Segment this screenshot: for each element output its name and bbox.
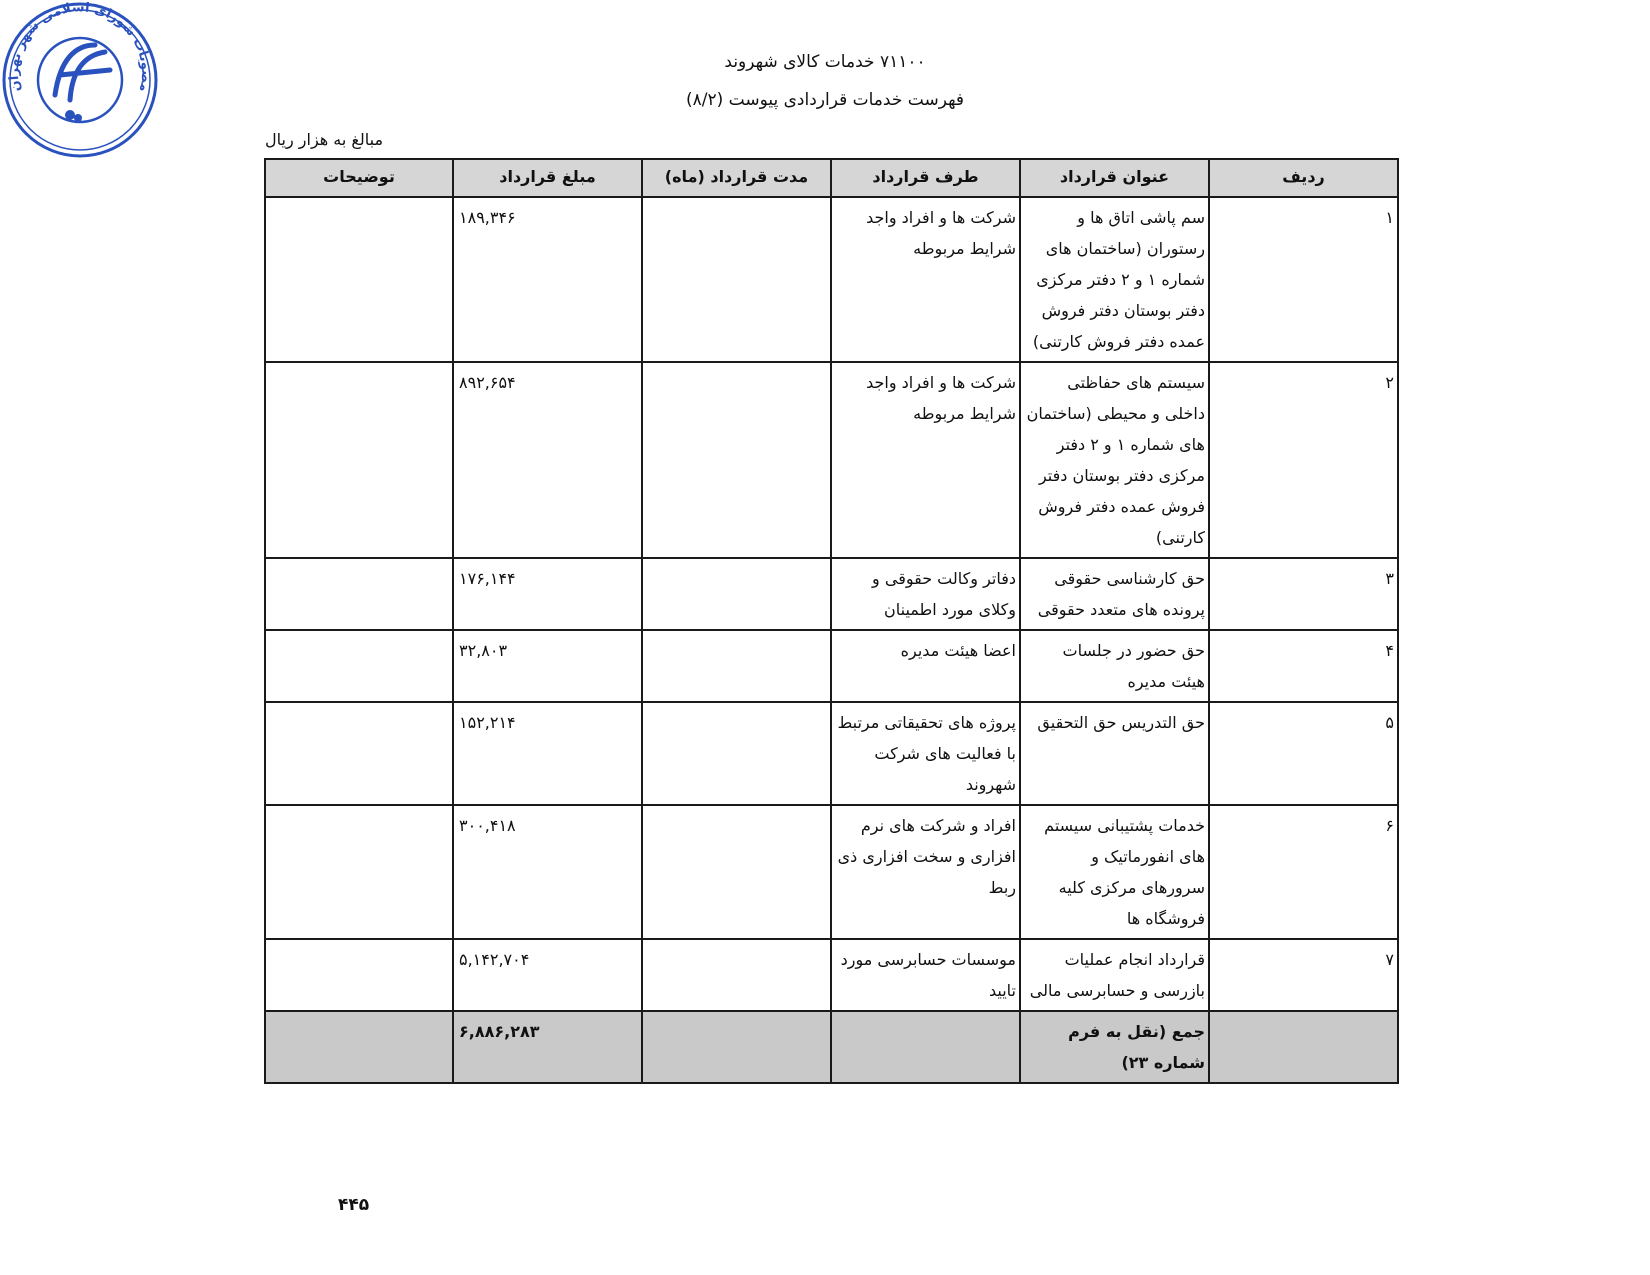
contract-title: حق کارشناسی حقوقی پرونده های متعدد حقوقی (1020, 558, 1209, 630)
contract-title: خدمات پشتیبانی سیستم های انفورماتیک و سرورهای مرکزی کلیه فروشگاه ها (1020, 805, 1209, 939)
contract-party: پروژه های تحقیقاتی مرتبط با فعالیت های شرکت شهروند (831, 702, 1020, 805)
contract-party: شرکت ها و افراد واجد شرایط مربوطه (831, 362, 1020, 558)
total-party (831, 1011, 1020, 1083)
contract-title: حق حضور در جلسات هیئت مدیره (1020, 630, 1209, 702)
contract-duration (642, 558, 831, 630)
contract-amount-cell (453, 197, 642, 362)
header-contract-title: عنوان قرارداد (1020, 159, 1209, 197)
contract-amount-cell (453, 630, 642, 702)
contract-amount: ۳۰۰,۴۱۸ (459, 816, 516, 835)
contract-duration (642, 805, 831, 939)
total-row (265, 1011, 1398, 1083)
contract-amount-cell (453, 558, 642, 630)
row-number: ۷ (1209, 939, 1398, 1011)
contract-duration (642, 702, 831, 805)
header-contract-duration: مدت قرارداد (ماه) (642, 159, 831, 197)
contract-party: موسسات حسابرسی مورد تایید (831, 939, 1020, 1011)
contract-title: حق التدریس حق التحقیق (1020, 702, 1209, 805)
contract-duration (642, 362, 831, 558)
header-notes: توضیحات (265, 159, 453, 197)
contract-notes (265, 197, 453, 362)
total-duration (642, 1011, 831, 1083)
table-row (265, 702, 1398, 805)
row-number: ۲ (1209, 362, 1398, 558)
table-row (265, 939, 1398, 1011)
contract-duration (642, 939, 831, 1011)
contract-amount-cell (453, 362, 642, 558)
contract-title: قرارداد انجام عملیات بازرسی و حسابرسی مالی (1020, 939, 1209, 1011)
contract-title: سیستم های حفاظتی داخلی و محیطی (ساختمان های شماره ۱ و ۲ دفتر مرکزی دفتر بوستان دفتر فروش عمده دفتر فروش کارتنی) (1020, 362, 1209, 558)
document-subtitle: فهرست خدمات قراردادی پیوست (۸/۲) (685, 90, 965, 110)
row-number: ۵ (1209, 702, 1398, 805)
contract-party: اعضا هیئت مدیره (831, 630, 1020, 702)
header-contract-amount: مبلغ قرارداد (453, 159, 642, 197)
contract-party: افراد و شرکت های نرم افزاری و سخت افزاری ذی ربط (831, 805, 1020, 939)
contract-notes (265, 362, 453, 558)
contract-notes (265, 558, 453, 630)
contract-duration (642, 197, 831, 362)
total-label: جمع (نقل به فرم شماره ۲۳) (1020, 1011, 1209, 1083)
council-stamp (0, 0, 160, 160)
contract-notes (265, 939, 453, 1011)
header-contract-party: طرف قرارداد (831, 159, 1020, 197)
table-row (265, 558, 1398, 630)
table-row (265, 630, 1398, 702)
contract-amount: ۸۹۲,۶۵۴ (459, 373, 516, 392)
total-row-number (1209, 1011, 1398, 1083)
contract-title: سم پاشی اتاق ها و رستوران (ساختمان های شماره ۱ و ۲ دفتر مرکزی دفتر بوستان دفتر فروش عمده دفتر فروش کارتنی) (1020, 197, 1209, 362)
contract-amount: ۳۲,۸۰۳ (459, 641, 508, 660)
row-number: ۳ (1209, 558, 1398, 630)
table-row (265, 197, 1398, 362)
contract-party: دفاتر وکالت حقوقی و وکلای مورد اطمینان (831, 558, 1020, 630)
table-row (265, 805, 1398, 939)
contract-duration (642, 630, 831, 702)
total-notes (265, 1011, 453, 1083)
header-row-number: ردیف (1209, 159, 1398, 197)
contract-amount-cell (453, 939, 642, 1011)
contract-amount-cell (453, 805, 642, 939)
table-row (265, 362, 1398, 558)
row-number: ۴ (1209, 630, 1398, 702)
contract-amount-cell (453, 702, 642, 805)
page-number: ۴۴۵ (338, 1195, 370, 1215)
table-header-row (265, 159, 1398, 197)
contract-notes (265, 630, 453, 702)
row-number: ۱ (1209, 197, 1398, 362)
document-title: ۷۱۱۰۰ خدمات کالای شهروند (724, 52, 926, 72)
contract-party: شرکت ها و افراد واجد شرایط مربوطه (831, 197, 1020, 362)
contract-services-table (264, 158, 1399, 1084)
stamp-text: مصوبات شورای اسلامی شهر تهران (6, 0, 154, 94)
row-number: ۶ (1209, 805, 1398, 939)
currency-unit-note: مبالغ به هزار ریال (265, 130, 384, 149)
contract-notes (265, 702, 453, 805)
contract-amount: ۵,۱۴۲,۷۰۴ (459, 950, 530, 969)
contract-notes (265, 805, 453, 939)
contract-amount: ۱۸۹,۳۴۶ (459, 208, 516, 227)
total-amount: ۶,۸۸۶,۲۸۳ (459, 1022, 540, 1041)
contract-amount: ۱۵۲,۲۱۴ (459, 713, 516, 732)
total-amount-cell (453, 1011, 642, 1083)
contract-amount: ۱۷۶,۱۴۴ (459, 569, 516, 588)
